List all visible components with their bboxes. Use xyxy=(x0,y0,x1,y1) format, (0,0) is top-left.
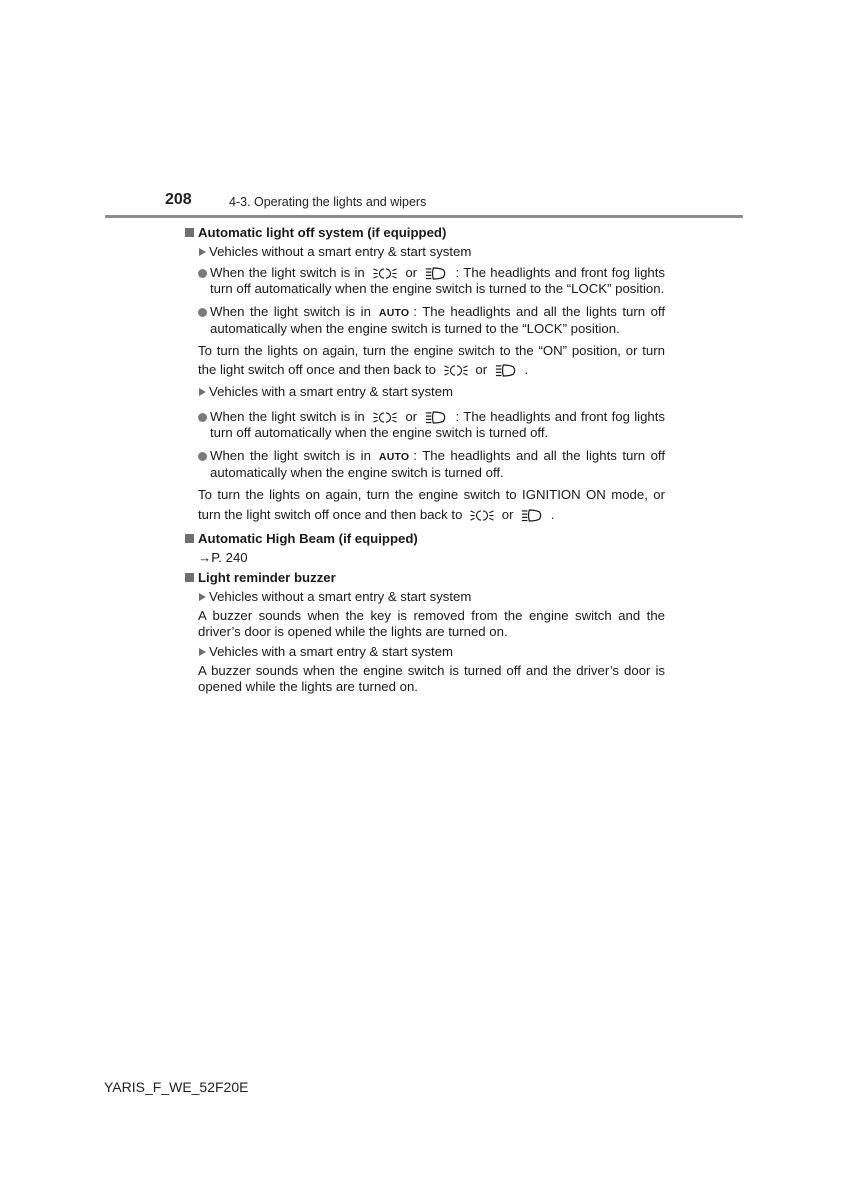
headlight-icon xyxy=(495,363,517,378)
triangle-bullet-icon xyxy=(199,248,206,256)
square-bullet-icon xyxy=(185,228,194,237)
subheading-without-smart-entry: Vehicles without a smart entry & start system xyxy=(199,243,665,263)
square-bullet-icon xyxy=(185,573,194,582)
header-rule xyxy=(105,215,743,218)
chapter-title: 4-3. Operating the lights and wipers xyxy=(229,195,427,209)
triangle-bullet-icon xyxy=(199,593,206,601)
triangle-bullet-icon xyxy=(199,388,206,396)
square-bullet-icon xyxy=(185,534,194,543)
tail-light-icon xyxy=(373,266,397,281)
section-title-light-off: Automatic light off system (if equipped) xyxy=(185,224,665,243)
page-number: 208 xyxy=(165,191,192,208)
paragraph: A buzzer sounds when the key is removed from the engine switch and the driver’s door is opened while the lights are turned on. xyxy=(198,608,665,639)
bullet-item: When the light switch is in or : The headlights and front fog lights turn off automatically when the engine switch is turned to the “LOCK” position. xyxy=(198,265,665,297)
tail-light-icon xyxy=(444,363,468,378)
headlight-icon xyxy=(521,508,543,523)
paragraph: To turn the lights on again, turn the engine switch to the “ON” position, or turn the light switch off once and then back to or . xyxy=(198,343,665,377)
subheading-without-smart-entry: Vehicles without a smart entry & start system xyxy=(199,588,665,608)
page-reference-link[interactable]: →P. 240 xyxy=(198,550,248,565)
bullet-item: When the light switch is in AUTO : The headlights and all the lights turn off automatically when the engine switch is turned off. xyxy=(198,448,665,481)
triangle-bullet-icon xyxy=(199,648,206,656)
section-title-high-beam: Automatic High Beam (if equipped) xyxy=(185,530,665,549)
circle-bullet-icon xyxy=(198,452,207,461)
paragraph: A buzzer sounds when the engine switch is turned off and the driver’s door is opened while the lights are turned on. xyxy=(198,663,665,694)
paragraph: To turn the lights on again, turn the engine switch to IGNITION ON mode, or turn the light switch off once and then back to or . xyxy=(198,487,665,522)
auto-icon: AUTO xyxy=(378,451,410,463)
headlight-icon xyxy=(425,410,447,425)
section-title-buzzer: Light reminder buzzer xyxy=(185,569,665,588)
circle-bullet-icon xyxy=(198,308,207,317)
headlight-icon xyxy=(425,266,447,281)
auto-icon: AUTO xyxy=(378,307,410,319)
tail-light-icon xyxy=(373,410,397,425)
subheading-with-smart-entry: Vehicles with a smart entry & start system xyxy=(199,643,665,663)
footer-code: YARIS_F_WE_52F20E xyxy=(104,1079,249,1095)
subheading-with-smart-entry: Vehicles with a smart entry & start system xyxy=(199,383,665,407)
page-content xyxy=(185,224,665,695)
bullet-item: When the light switch is in AUTO : The headlights and all the lights turn off automatically when the engine switch is turned to the “LOCK” position. xyxy=(198,304,665,337)
circle-bullet-icon xyxy=(198,413,207,422)
tail-light-icon xyxy=(470,508,494,523)
circle-bullet-icon xyxy=(198,269,207,278)
bullet-item: When the light switch is in or : The headlights and front fog lights turn off automatically when the engine switch is turned off. xyxy=(198,409,665,441)
